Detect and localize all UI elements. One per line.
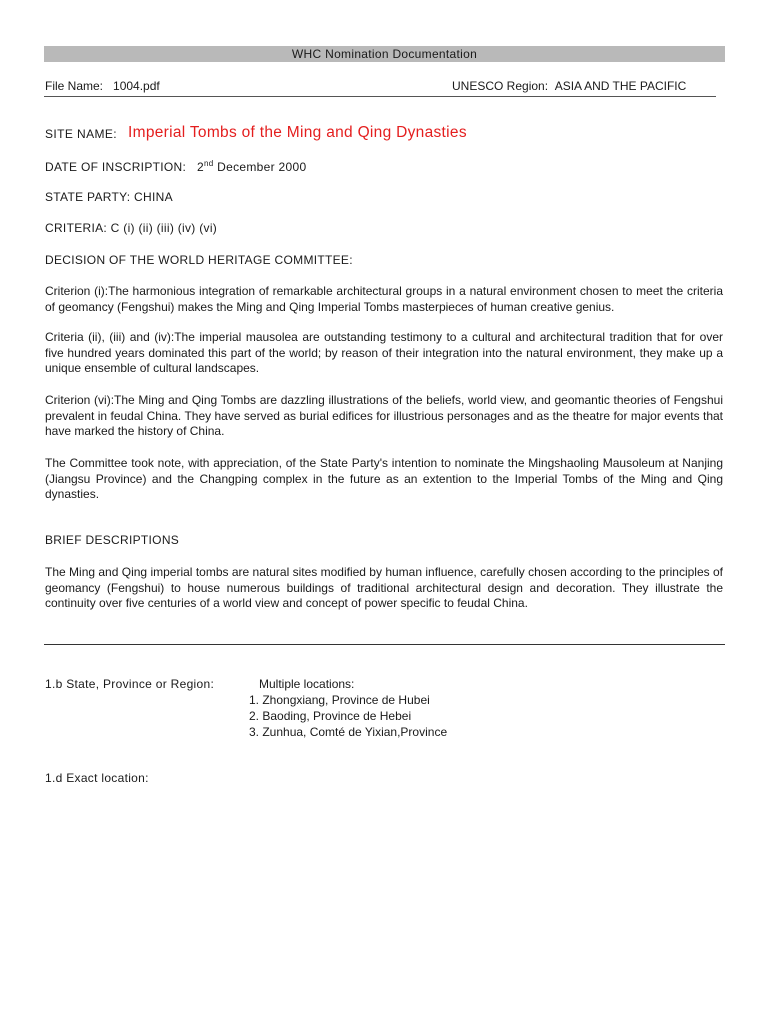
unesco-region-line bbox=[452, 79, 686, 93]
unesco-region-value: ASIA AND THE PACIFIC bbox=[554, 79, 687, 93]
site-name-label: SITE NAME: bbox=[45, 127, 118, 141]
section-divider bbox=[44, 644, 725, 645]
inscription-day: 2 bbox=[197, 160, 205, 174]
state-province-label: 1.b State, Province or Region: bbox=[45, 677, 215, 691]
list-item: 3. Zunhua, Comté de Yixian,Province bbox=[249, 725, 448, 739]
criterion-vi-paragraph: Criterion (vi):The Ming and Qing Tombs are dazzling illustrations of the beliefs, world view, and geomantic theories of Fengshui prevalent in feudal China. They have served as burial edifices for illustrious personages and as the theatre for major events that have marked the history of China. bbox=[45, 393, 723, 439]
locations-list bbox=[249, 692, 447, 740]
inscription-label: DATE OF INSCRIPTION: bbox=[45, 160, 187, 174]
file-name-value: 1004.pdf bbox=[113, 79, 160, 93]
file-name-line bbox=[45, 79, 160, 93]
decision-heading: DECISION OF THE WORLD HERITAGE COMMITTEE: bbox=[45, 253, 353, 267]
criteria: CRITERIA: C (i) (ii) (iii) (iv) (vi) bbox=[45, 221, 218, 235]
document-header: WHC Nomination Documentation bbox=[44, 46, 725, 62]
site-name-value: Imperial Tombs of the Ming and Qing Dynasties bbox=[128, 124, 467, 141]
brief-description-paragraph: The Ming and Qing imperial tombs are natural sites modified by human influence, carefully chosen according to the principles of geomancy (Fengshui) to house numerous buildings of traditional architectural design and decoration. They illustrate the continuity over five centuries of a world view and concept of power specific to feudal China. bbox=[45, 565, 723, 611]
exact-location-label: 1.d Exact location: bbox=[45, 771, 149, 785]
criteria-ii-iii-iv-paragraph: Criteria (ii), (iii) and (iv):The imperial mausolea are outstanding testimony to a cultural and architectural tradition that for over five hundred years dominated this part of the world; by reason of their integration into the natural environment, they make up a unique ensemble of cultural landscapes. bbox=[45, 330, 723, 376]
inscription-suffix: nd bbox=[204, 159, 214, 168]
file-name-label: File Name: bbox=[45, 79, 104, 93]
committee-note-paragraph: The Committee took note, with appreciation, of the State Party's intention to nominate the Mingshaoling Mausoleum at Nanjing (Jiangsu Province) and the Changping complex in the future as an extention to the Imperial Tombs of the Ming and Qing dynasties. bbox=[45, 456, 723, 502]
inscription-date-rest: December 2000 bbox=[217, 160, 307, 174]
unesco-region-label: UNESCO Region: bbox=[452, 79, 549, 93]
criterion-i-paragraph: Criterion (i):The harmonious integration of remarkable architectural groups in a natural environment chosen to meet the criteria of geomancy (Fengshui) makes the Ming and Qing Imperial Tombs masterpieces of human creative genius. bbox=[45, 284, 723, 314]
state-party: STATE PARTY: CHINA bbox=[45, 190, 173, 204]
date-of-inscription bbox=[45, 159, 306, 174]
brief-descriptions-heading: BRIEF DESCRIPTIONS bbox=[45, 533, 180, 547]
list-item: 2. Baoding, Province de Hebei bbox=[249, 709, 412, 723]
list-item: 1. Zhongxiang, Province de Hubei bbox=[249, 693, 430, 707]
separator-line bbox=[44, 96, 716, 97]
locations-intro: Multiple locations: bbox=[259, 677, 355, 691]
